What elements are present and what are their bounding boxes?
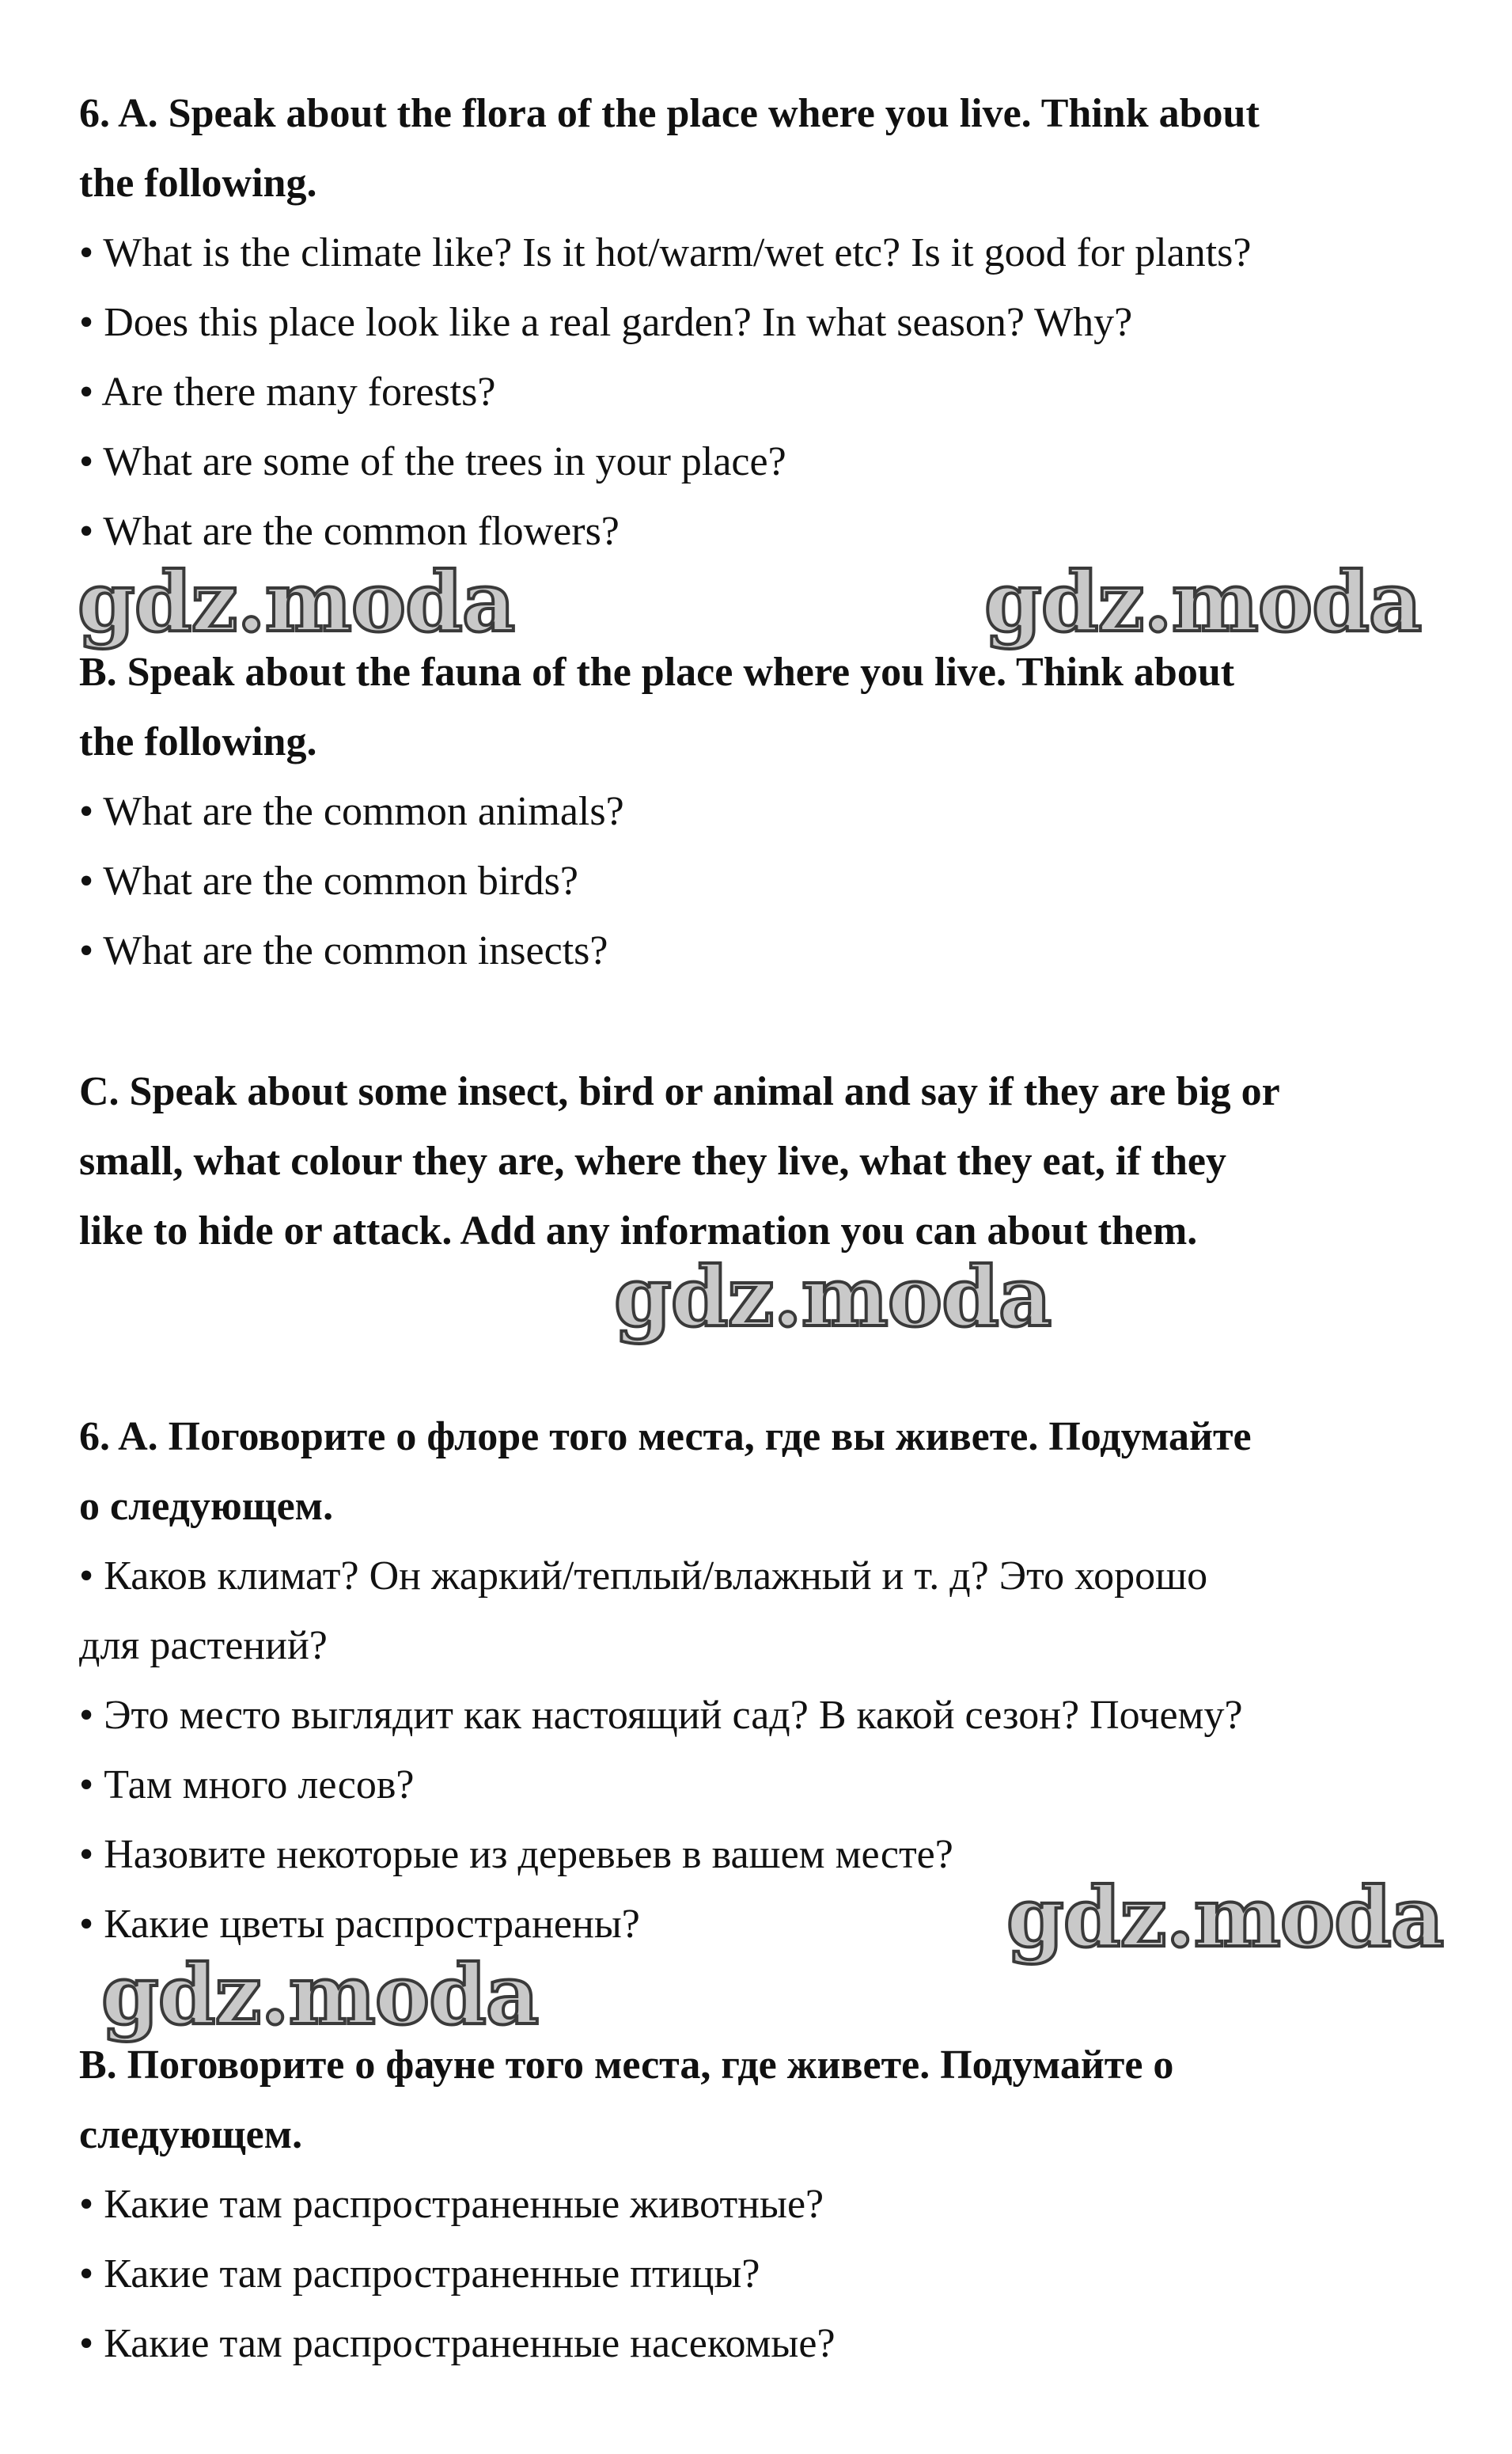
ru-task-a-bullet-climate-line2: для растений? bbox=[79, 1623, 328, 1668]
ru-task-a-heading-line1: 6. A. Поговорите о флоре того места, где вы живете. Подумайте bbox=[79, 1414, 1252, 1459]
watermark-logo: gdz.moda bbox=[101, 1946, 539, 2043]
ru-task-a-bullet-garden: • Это место выглядит как настоящий сад? В какой сезон? Почему? bbox=[79, 1693, 1243, 1738]
ru-task-b-bullet-birds: • Какие там распространенные птицы? bbox=[79, 2251, 760, 2297]
task-c-line1: C. Speak about some insect, bird or animal and say if they are big or bbox=[79, 1069, 1280, 1114]
task-b-heading-line2: the following. bbox=[79, 719, 317, 764]
ru-task-b-bullet-animals: • Какие там распространенные животные? bbox=[79, 2182, 824, 2227]
task-a-heading-line2: the following. bbox=[79, 161, 317, 206]
ru-task-a-bullet-forests: • Там много лесов? bbox=[79, 1762, 415, 1807]
watermark-logo: gdz.moda bbox=[614, 1248, 1052, 1345]
watermark-logo: gdz.moda bbox=[984, 553, 1422, 650]
task-a-bullet-trees: • What are some of the trees in your place? bbox=[79, 439, 786, 484]
task-c-line3: like to hide or attack. Add any information you can about them. bbox=[79, 1208, 1198, 1254]
ru-task-a-bullet-climate-line1: • Каков климат? Он жаркий/теплый/влажный и т. д? Это хорошо bbox=[79, 1553, 1208, 1599]
task-b-heading-line1: B. Speak about the fauna of the place where you live. Think about bbox=[79, 650, 1235, 695]
task-a-bullet-garden: • Does this place look like a real garden? In what season? Why? bbox=[79, 300, 1133, 345]
ru-task-a-bullet-flowers: • Какие цветы распространены? bbox=[79, 1902, 640, 1947]
task-a-bullet-flowers: • What are the common flowers? bbox=[79, 509, 620, 554]
task-b-bullet-animals: • What are the common animals? bbox=[79, 789, 624, 834]
watermark-logo: gdz.moda bbox=[78, 553, 515, 650]
task-a-heading-line1: 6. A. Speak about the flora of the place where you live. Think about bbox=[79, 91, 1260, 136]
ru-task-b-bullet-insects: • Какие там распространенные насекомые? bbox=[79, 2321, 836, 2366]
task-c-line2: small, what colour they are, where they live, what they eat, if they bbox=[79, 1139, 1227, 1184]
watermark-logo: gdz.moda bbox=[1006, 1868, 1444, 1966]
ru-task-b-heading-line1: B. Поговорите о фауне того места, где живете. Подумайте о bbox=[79, 2042, 1174, 2088]
ru-task-b-heading-line2: следующем. bbox=[79, 2112, 303, 2157]
task-a-bullet-forests: • Are there many forests? bbox=[79, 370, 496, 415]
task-a-bullet-climate: • What is the climate like? Is it hot/warm/wet etc? Is it good for plants? bbox=[79, 230, 1252, 275]
ru-task-a-bullet-trees: • Назовите некоторые из деревьев в вашем месте? bbox=[79, 1832, 953, 1877]
task-b-bullet-birds: • What are the common birds? bbox=[79, 859, 578, 904]
ru-task-a-heading-line2: о следующем. bbox=[79, 1484, 334, 1529]
task-b-bullet-insects: • What are the common insects? bbox=[79, 928, 608, 973]
